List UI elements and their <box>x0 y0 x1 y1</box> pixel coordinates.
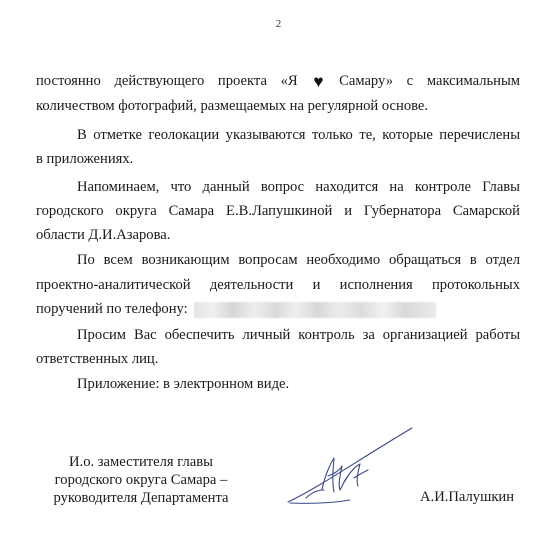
paragraph-3-line-2: городского округа Самара Е.В.Лапушкиной и Губернатора Самарской <box>36 203 520 219</box>
paragraph-5-line-2: ответственных лиц. <box>36 351 159 367</box>
paragraph-4-line-3 <box>36 299 436 320</box>
phone-label: поручений по телефону: <box>36 301 188 317</box>
paragraph-4-line-1: По всем возникающим вопросам необходимо обращаться в отдел <box>77 252 520 268</box>
heart-icon: ♥ <box>313 72 324 91</box>
handwritten-signature <box>278 420 418 515</box>
signatory-name: А.И.Палушкин <box>420 489 515 505</box>
signatory-position-line-3: руководителя Департамента <box>53 490 229 506</box>
paragraph-6-line-1: Приложение: в электронном виде. <box>77 376 290 392</box>
paragraph-2-line-2: в приложениях. <box>36 151 134 167</box>
redacted-phone-number <box>194 302 436 318</box>
paragraph-4-line-2: проектно-аналитической деятельности и исполнения протокольных <box>36 277 520 293</box>
paragraph-1-text-after-heart: Самару» с максимальным <box>339 73 520 89</box>
paragraph-3-line-1: Напоминаем, что данный вопрос находится на контроле Главы <box>77 179 520 195</box>
paragraph-1-text-before-heart: постоянно действующего проекта «Я <box>36 73 298 89</box>
page-number: 2 <box>275 18 282 30</box>
paragraph-3-line-3: области Д.И.Азарова. <box>36 227 171 243</box>
paragraph-1-line-1 <box>36 71 520 92</box>
paragraph-1-line-2: количеством фотографий, размещаемых на регулярной основе. <box>36 98 429 114</box>
signatory-position-line-2: городского округа Самара – <box>54 472 228 488</box>
signatory-position <box>36 453 246 507</box>
signatory-position-line-1: И.о. заместителя главы <box>69 454 213 470</box>
paragraph-2-line-1: В отметке геолокации указываются только те, которые перечислены <box>77 127 520 143</box>
paragraph-5-line-1: Просим Вас обеспечить личный контроль за организацией работы <box>77 327 520 343</box>
